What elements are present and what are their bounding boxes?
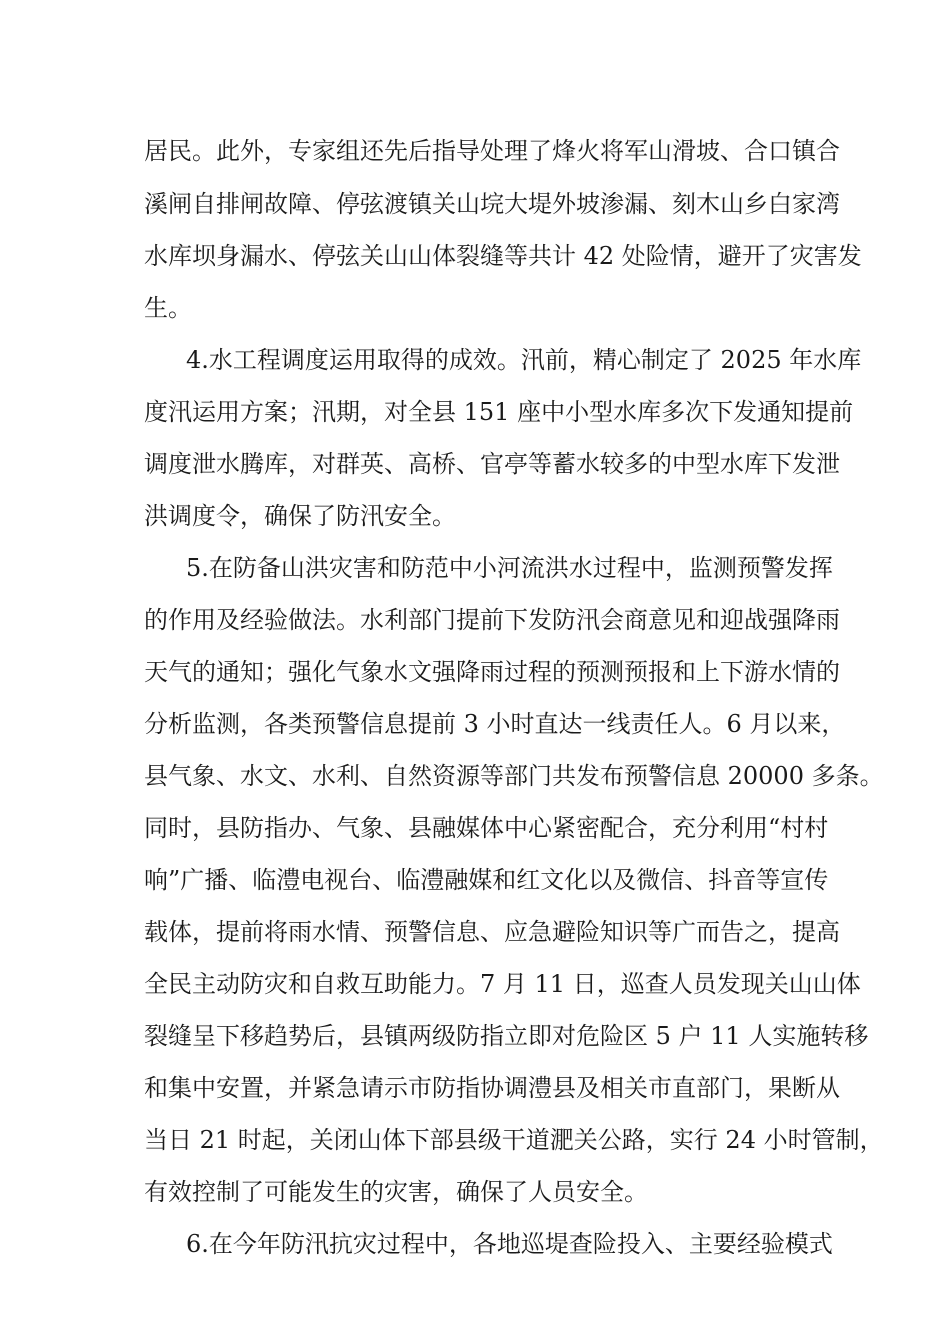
text-line: 响”广播、临澧电视台、临澧融媒和红文化以及微信、抖音等宣传 — [144, 866, 829, 894]
text-line: 洪调度令，确保了防汛安全。 — [144, 502, 456, 530]
text-line: 度汛运用方案；汛期，对全县 151 座中小型水库多次下发通知提前 — [144, 398, 854, 426]
text-line: 4.水工程调度运用取得的成效。汛前，精心制定了 2025 年水库 — [186, 346, 862, 374]
text-line: 生。 — [144, 294, 192, 322]
text-line: 全民主动防灾和自救互助能力。7 月 11 日，巡查人员发现关山山体 — [144, 970, 861, 998]
text-line: 天气的通知；强化气象水文强降雨过程的预测预报和上下游水情的 — [144, 658, 840, 686]
text-line: 居民。此外，专家组还先后指导处理了烽火将军山滑坡、合口镇合 — [144, 137, 840, 165]
text-line: 当日 21 时起，关闭山体下部县级干道淝关公路，实行 24 小时管制， — [144, 1126, 884, 1154]
text-line: 有效控制了可能发生的灾害，确保了人员安全。 — [144, 1178, 648, 1206]
text-line: 水库坝身漏水、停弦关山山体裂缝等共计 42 处险情，避开了灾害发 — [144, 242, 862, 270]
text-line: 同时，县防指办、气象、县融媒体中心紧密配合，充分利用“村村 — [144, 814, 829, 842]
text-line: 分析监测，各类预警信息提前 3 小时直达一线责任人。6 月以来， — [144, 710, 846, 738]
text-line: 县气象、水文、水利、自然资源等部门共发布预警信息 20000 多条。 — [144, 762, 884, 790]
text-line: 载体，提前将雨水情、预警信息、应急避险知识等广而告之，提高 — [144, 918, 840, 946]
text-line: 5.在防备山洪灾害和防范中小河流洪水过程中，监测预警发挥 — [186, 554, 833, 582]
text-line: 和集中安置，并紧急请示市防指协调澧县及相关市直部门，果断从 — [144, 1074, 840, 1102]
text-line: 6.在今年防汛抗灾过程中，各地巡堤查险投入、主要经验模式 — [186, 1230, 833, 1258]
text-line: 的作用及经验做法。水利部门提前下发防汛会商意见和迎战强降雨 — [144, 606, 840, 634]
text-line: 调度泄水腾库，对群英、高桥、官亭等蓄水较多的中型水库下发泄 — [144, 450, 840, 478]
text-line: 溪闸自排闸故障、停弦渡镇关山垸大堤外坡渗漏、刻木山乡白家湾 — [144, 190, 840, 218]
text-line: 裂缝呈下移趋势后，县镇两级防指立即对危险区 5 户 11 人实施转移 — [144, 1022, 869, 1050]
